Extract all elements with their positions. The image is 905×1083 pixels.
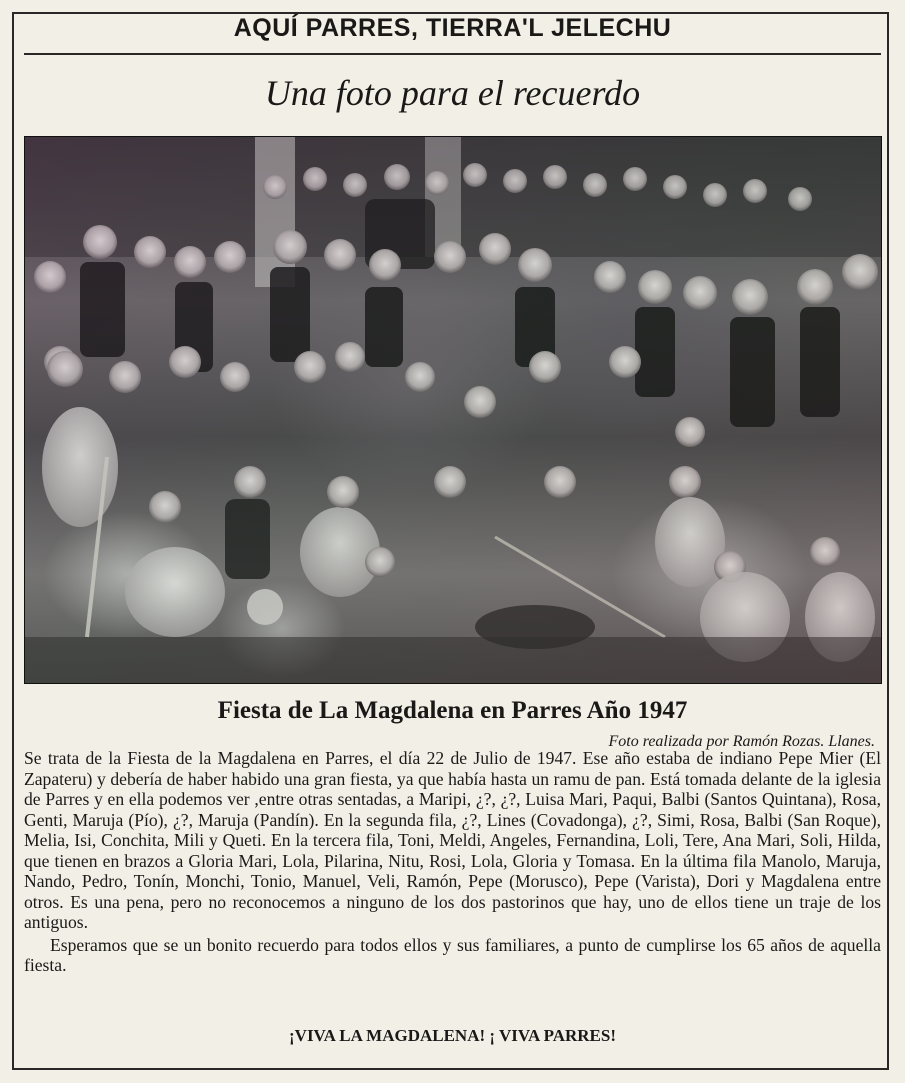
section-header: AQUÍ PARRES, TIERRA'L JELECHU [233, 14, 672, 42]
body-paragraph: Se trata de la Fiesta de la Magdalena en Parres, el día 22 de Julio de 1947. Ese año estaba de indiano Pepe Mier (El Zapateru) y debería de haber habido una gran fiesta, ya que había hasta un ramu de pan. Está tomada delante de la iglesia de Parres y en ella podemos ver ,entre otras sentadas, a Maripi, ¿?, ¿?, Luisa Mari, Paqui, Balbi (Santos Quintana), Rosa, Genti, Maruja (Pío), ¿?, Maruja (Pandín). En la segunda fila, ¿?, Lines (Covadonga), ¿?, Simi, Rosa, Balbi (San Roque), Melia, Isi, Conchita, Mili y Queti. En la tercera fila, Toni, Meldi, Angeles, Fernandina, Loli, Tere, Ana Mari, Soli, Hilda, que tienen en brazos a Gloria Mari, Lola, Pilarina, Nitu, Rosi, Lola, Gloria y Tomasa. En la última fila Manolo, Maruja, Nando, Pedro, Tonín, Monchi, Tonio, Manuel, Veli, Ramón, Pepe (Morusco), Pepe (Varista), Dori y Magdalena entre otros. Es una pena, pero no reconocemos a ninguno de los dos pastorinos que hay, uno de ellos tiene un traje de los antiguos. [24, 748, 881, 932]
header-rule [24, 53, 881, 55]
article-headline: Una foto para el recuerdo [264, 73, 641, 113]
article-body [24, 748, 881, 976]
closing-line: ¡VIVA LA MAGDALENA! ¡ VIVA PARRES! [289, 1026, 616, 1045]
photo-credit: Foto realizada por Ramón Rozas. Llanes. [608, 733, 875, 750]
photo-caption-title: Fiesta de La Magdalena en Parres Año 1947 [217, 697, 688, 724]
photo-crowd-illustration [25, 137, 882, 684]
group-photo [24, 136, 882, 684]
body-paragraph: Esperamos que se un bonito recuerdo para todos ellos y sus familiares, a punto de cumplirse los 65 años de aquella fiesta. [24, 934, 881, 975]
